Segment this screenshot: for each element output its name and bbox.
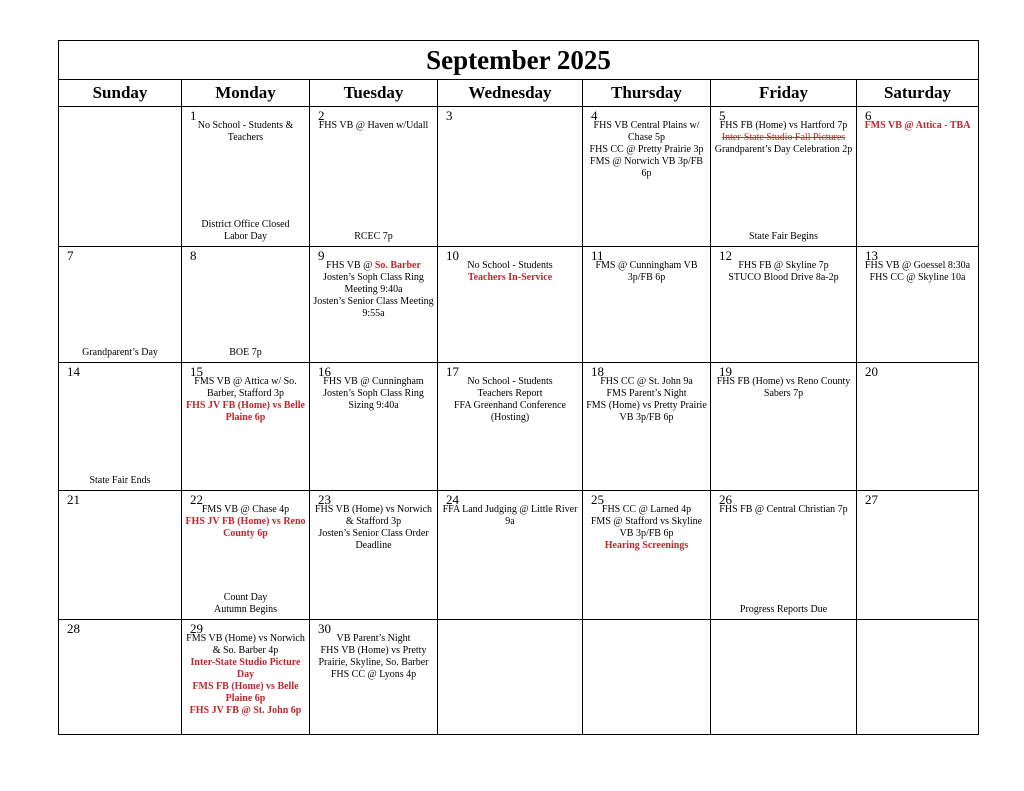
day-number: 30 — [318, 621, 331, 636]
event-item: Josten’s Senior Class Order Deadline — [318, 528, 429, 551]
event-item: Count Day — [223, 592, 268, 603]
event-list — [313, 260, 434, 320]
day-cell-21[interactable] — [59, 491, 182, 620]
day-cell-empty[interactable] — [59, 107, 182, 247]
event-item: FHS CC @ St. John 9a — [600, 376, 693, 387]
event-list — [313, 376, 434, 412]
day-cell-27[interactable] — [857, 491, 979, 620]
event-list — [313, 633, 434, 681]
event-item: FHS CC @ Skyline 10a — [869, 272, 966, 283]
event-item: FMS VB @ Attica - TBA — [864, 120, 971, 131]
event-list — [586, 504, 707, 552]
event-item: FHS FB (Home) vs Hartford 7p — [719, 120, 848, 131]
event-list — [185, 633, 306, 717]
day-cell-2[interactable] — [310, 107, 438, 247]
event-list — [313, 504, 434, 552]
day-number: 10 — [446, 248, 459, 263]
event-list — [185, 120, 306, 144]
week-row — [59, 107, 979, 247]
event-item: FHS VB @ So. Barber — [326, 260, 421, 271]
event-item: BOE 7p — [229, 347, 262, 358]
day-cell-empty[interactable] — [711, 620, 857, 735]
day-number: 28 — [67, 621, 80, 636]
day-number: 11 — [591, 248, 604, 263]
weekday-header-tuesday: Tuesday — [310, 80, 438, 107]
day-cell-16[interactable] — [310, 363, 438, 491]
day-cell-empty[interactable] — [857, 620, 979, 735]
day-number: 27 — [865, 492, 878, 507]
event-item: FMS @ Stafford vs Skyline VB 3p/FB 6p — [590, 516, 703, 539]
event-item: FHS VB (Home) vs Norwich & Stafford 3p — [314, 504, 433, 527]
day-number: 1 — [190, 108, 197, 123]
event-item: FMS VB @ Chase 4p — [201, 504, 290, 515]
event-item: FMS VB (Home) vs Norwich & So. Barber 4p — [186, 633, 305, 656]
day-number: 2 — [318, 108, 325, 123]
event-item: FHS FB @ Skyline 7p — [738, 260, 829, 271]
day-cell-28[interactable] — [59, 620, 182, 735]
event-item: Progress Reports Due — [739, 604, 828, 615]
day-number: 15 — [190, 364, 203, 379]
day-number: 13 — [865, 248, 878, 263]
event-item: State Fair Ends — [89, 475, 151, 486]
event-item: FHS FB (Home) vs Reno County Sabers 7p — [716, 376, 851, 399]
day-number: 26 — [719, 492, 732, 507]
event-list-bottom — [62, 475, 178, 487]
event-item: RCEC 7p — [354, 231, 393, 242]
event-item: No School - Students — [467, 376, 553, 387]
event-item: Josten’s Soph Class Ring Meeting 9:40a — [323, 272, 424, 295]
day-number: 23 — [318, 492, 331, 507]
day-number: 4 — [591, 108, 598, 123]
event-item: FHS CC @ Larned 4p — [601, 504, 692, 515]
day-number: 17 — [446, 364, 459, 379]
week-row — [59, 363, 979, 491]
week-row — [59, 620, 979, 735]
day-cell-5[interactable] — [711, 107, 857, 247]
day-number: 6 — [865, 108, 872, 123]
day-number: 20 — [865, 364, 878, 379]
event-item: Grandparent’s Day Celebration 2p — [714, 144, 853, 155]
day-cell-empty[interactable] — [583, 620, 711, 735]
event-item: Josten’s Soph Class Ring Sizing 9:40a — [323, 388, 424, 411]
day-cell-13[interactable] — [857, 247, 979, 363]
event-list-bottom — [62, 347, 178, 359]
event-item: Grandparent’s Day — [82, 347, 158, 358]
day-cell-18[interactable] — [583, 363, 711, 491]
day-cell-19[interactable] — [711, 363, 857, 491]
week-row — [59, 491, 979, 620]
event-item: FMS @ Cunningham VB 3p/FB 6p — [595, 260, 698, 283]
event-list — [714, 260, 853, 284]
event-list-bottom — [714, 231, 853, 243]
day-cell-12[interactable] — [711, 247, 857, 363]
event-item: Inter-State Studio Fall Pictures — [721, 132, 846, 143]
event-item: STUCO Blood Drive 8a-2p — [728, 272, 839, 283]
event-item: FFA Greenhand Conference (Hosting) — [453, 400, 566, 423]
day-number: 7 — [67, 248, 74, 263]
day-number: 25 — [591, 492, 604, 507]
day-number: 9 — [318, 248, 325, 263]
event-item: Josten’s Senior Class Meeting 9:55a — [313, 296, 434, 319]
event-item: Autumn Begins — [213, 604, 278, 615]
event-list-bottom — [185, 347, 306, 359]
day-cell-20[interactable] — [857, 363, 979, 491]
event-list — [714, 376, 853, 400]
event-item: FHS VB @ Cunningham — [323, 376, 424, 387]
event-item: FHS VB Central Plains w/ Chase 5p — [593, 120, 700, 143]
day-cell-empty[interactable] — [438, 620, 583, 735]
event-item: FHS JV FB (Home) vs Belle Plaine 6p — [186, 400, 305, 423]
day-of-week-header — [59, 80, 979, 107]
event-item: No School - Students & Teachers — [197, 120, 294, 143]
day-cell-4[interactable] — [583, 107, 711, 247]
day-cell-14[interactable] — [59, 363, 182, 491]
event-list — [860, 260, 975, 284]
event-list — [313, 120, 434, 132]
day-cell-23[interactable] — [310, 491, 438, 620]
week-row — [59, 247, 979, 363]
day-cell-8[interactable] — [182, 247, 310, 363]
weekday-header-saturday: Saturday — [857, 80, 979, 107]
event-item: Hearing Screenings — [604, 540, 689, 551]
day-cell-30[interactable] — [310, 620, 438, 735]
day-cell-25[interactable] — [583, 491, 711, 620]
event-list — [185, 504, 306, 540]
weekday-header-sunday: Sunday — [59, 80, 182, 107]
event-item: District Office Closed — [201, 219, 290, 230]
event-list-bottom — [185, 219, 306, 243]
weekday-header-monday: Monday — [182, 80, 310, 107]
event-list — [714, 120, 853, 156]
event-list — [441, 504, 579, 528]
event-item: FHS VB @ Goessel 8:30a — [864, 260, 971, 271]
event-list — [441, 376, 579, 424]
event-item: Teachers In-Service — [467, 272, 553, 283]
day-number: 16 — [318, 364, 331, 379]
event-item: FHS VB @ Haven w/Udall — [318, 120, 429, 131]
day-number: 19 — [719, 364, 732, 379]
day-cell-26[interactable] — [711, 491, 857, 620]
event-list — [185, 376, 306, 424]
event-item: FMS Parent’s Night — [606, 388, 687, 399]
event-list — [441, 260, 579, 284]
day-number: 5 — [719, 108, 726, 123]
day-number: 21 — [67, 492, 80, 507]
event-list — [860, 120, 975, 132]
event-item: VB Parent’s Night — [336, 633, 411, 644]
day-cell-6[interactable] — [857, 107, 979, 247]
event-list — [586, 260, 707, 284]
day-number: 22 — [190, 492, 203, 507]
event-item: FHS CC @ Pretty Prairie 3p — [589, 144, 704, 155]
event-item: FMS VB @ Attica w/ So. Barber, Stafford 3p — [194, 376, 297, 399]
event-highlight: So. Barber — [374, 260, 421, 271]
event-item: Teachers Report — [477, 388, 543, 399]
day-cell-11[interactable] — [583, 247, 711, 363]
day-cell-22[interactable] — [182, 491, 310, 620]
day-cell-1[interactable] — [182, 107, 310, 247]
event-item: Labor Day — [223, 231, 268, 242]
event-item: State Fair Begins — [749, 231, 818, 242]
day-cell-3[interactable] — [438, 107, 583, 247]
event-item: Inter-State Studio Picture Day — [190, 657, 301, 680]
event-item: FMS FB (Home) vs Belle Plaine 6p — [192, 681, 299, 704]
event-list-bottom — [313, 231, 434, 243]
event-item: FMS @ Norwich VB 3p/FB 6p — [590, 156, 703, 179]
event-item: FFA Land Judging @ Little River 9a — [442, 504, 578, 527]
day-cell-15[interactable] — [182, 363, 310, 491]
calendar-title: September 2025 — [59, 41, 979, 80]
weekday-header-wednesday: Wednesday — [438, 80, 583, 107]
day-number: 18 — [591, 364, 604, 379]
event-item: No School - Students — [467, 260, 553, 271]
day-cell-29[interactable] — [182, 620, 310, 735]
day-number: 3 — [446, 108, 453, 123]
day-number: 24 — [446, 492, 459, 507]
event-item: FHS VB (Home) vs Pretty Prairie, Skyline, So. Barber — [318, 645, 429, 668]
event-item: FHS JV FB @ St. John 6p — [189, 705, 302, 716]
event-item: FHS JV FB (Home) vs Reno County 6p — [185, 516, 306, 539]
day-cell-17[interactable] — [438, 363, 583, 491]
day-cell-24[interactable] — [438, 491, 583, 620]
event-item: FMS (Home) vs Pretty Prairie VB 3p/FB 6p — [586, 400, 707, 423]
day-number: 14 — [67, 364, 80, 379]
day-cell-9[interactable] — [310, 247, 438, 363]
event-list-bottom — [714, 604, 853, 616]
event-list — [586, 120, 707, 180]
event-list-bottom — [185, 592, 306, 616]
day-cell-7[interactable] — [59, 247, 182, 363]
day-number: 29 — [190, 621, 203, 636]
day-number: 12 — [719, 248, 732, 263]
event-item: FHS CC @ Lyons 4p — [330, 669, 417, 680]
event-item: FHS FB @ Central Christian 7p — [719, 504, 848, 515]
weekday-header-thursday: Thursday — [583, 80, 711, 107]
calendar — [58, 40, 979, 735]
day-number: 8 — [190, 248, 197, 263]
event-list — [714, 504, 853, 516]
event-list — [586, 376, 707, 424]
day-cell-10[interactable] — [438, 247, 583, 363]
weekday-header-friday: Friday — [711, 80, 857, 107]
